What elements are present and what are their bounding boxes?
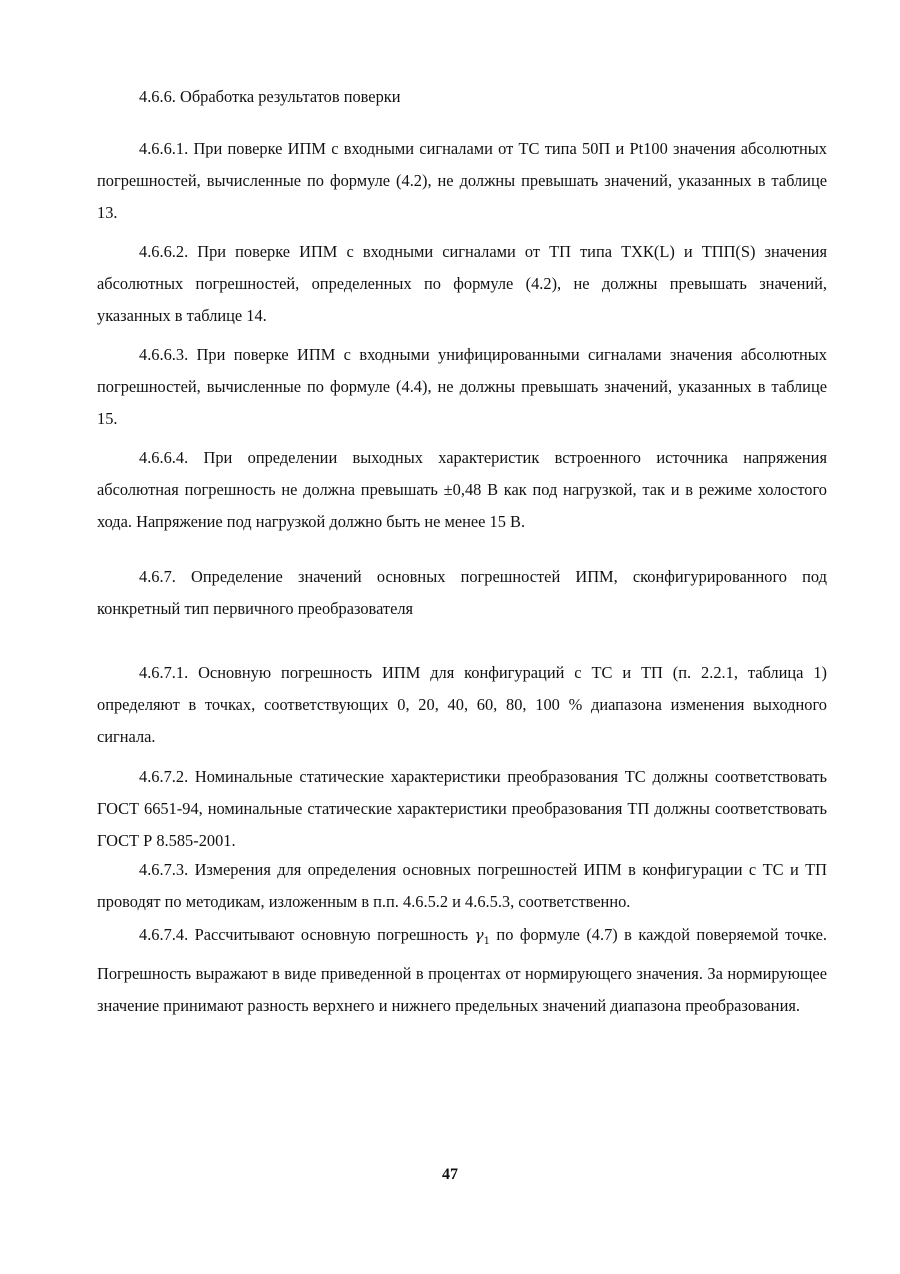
paragraph-text: 4.6.6.2. При поверке ИПМ с входными сигналами от ТП типа ТХК(L) и ТПП(S) значения абсолютных погрешностей, определенных по формуле (4.2), не должны превышать значений, указанных в таблице 14.	[97, 242, 827, 325]
gamma-letter: γ	[474, 926, 484, 944]
paragraph-text: 4.6.6.3. При поверке ИПМ с входными унифицированными сигналами значения абсолютных погрешностей, вычисленные по формуле (4.4), не должны превышать значений, указанных в таблице 15.	[97, 345, 827, 428]
paragraph-text: 4.6.6.1. При поверке ИПМ с входными сигналами от ТС типа 50П и Pt100 значения абсолютных погрешностей, вычисленные по формуле (4.2), не должны превышать значений, указанных в таблице 13.	[97, 139, 827, 222]
paragraph-text	[97, 919, 827, 1022]
gamma-symbol	[474, 926, 490, 947]
paragraph-text: 4.6.7.3. Измерения для определения основных погрешностей ИПМ в конфигурации с ТС и ТП проводят по методикам, изложенным в п.п. 4.6.5.2 и 4.6.5.3, соответственно.	[97, 860, 827, 911]
paragraph-4-6-7-4	[97, 919, 827, 1022]
paragraph-text-before-symbol: 4.6.7.4. Рассчитывают основную погрешность	[139, 925, 469, 944]
paragraph-4-6-7-1	[97, 657, 827, 753]
paragraph-4-6-7-2	[97, 761, 827, 857]
paragraph-4-6-7-3	[97, 854, 827, 918]
heading-4-6-7	[97, 561, 827, 625]
paragraph-4-6-6-3	[97, 339, 827, 435]
heading-4-6-6: 4.6.6. Обработка результатов поверки	[139, 87, 401, 106]
page-number: 47	[442, 1166, 458, 1183]
paragraph-4-6-6-2	[97, 236, 827, 332]
paragraph-text: 4.6.7.1. Основную погрешность ИПМ для конфигураций с ТС и ТП (п. 2.2.1, таблица 1) определяют в точках, соответствующих 0, 20, 40, 60, 80, 100 % диапазона изменения выходного сигнала.	[97, 663, 827, 746]
gamma-subscript: 1	[483, 936, 490, 947]
paragraph-4-6-6-4	[97, 442, 827, 538]
heading-text: 4.6.7. Определение значений основных погрешностей ИПМ, сконфигурированного под конкретный тип первичного преобразователя	[97, 567, 827, 618]
paragraph-text: 4.6.6.4. При определении выходных характеристик встроенного источника напряжения абсолютная погрешность не должна превышать ±0,48 В как под нагрузкой, так и в режиме холостого хода. Напряжение под нагрузкой должно быть не менее 15 В.	[97, 448, 827, 531]
paragraph-text: 4.6.7.2. Номинальные статические характеристики преобразования ТС должны соответствовать ГОСТ 6651-94, номинальные статические характеристики преобразования ТП должны соответствовать ГОСТ Р 8.585-2001.	[97, 767, 827, 850]
paragraph-4-6-6-1	[97, 133, 827, 229]
paragraph-text-after-symbol: по формуле (4.7) в каждой поверяемой точке. Погрешность выражают в виде приведенной в процентах от нормирующего значения. За нормирующее значение принимают разность верхнего и нижнего предельных значений диапазона преобразования.	[97, 925, 827, 1015]
